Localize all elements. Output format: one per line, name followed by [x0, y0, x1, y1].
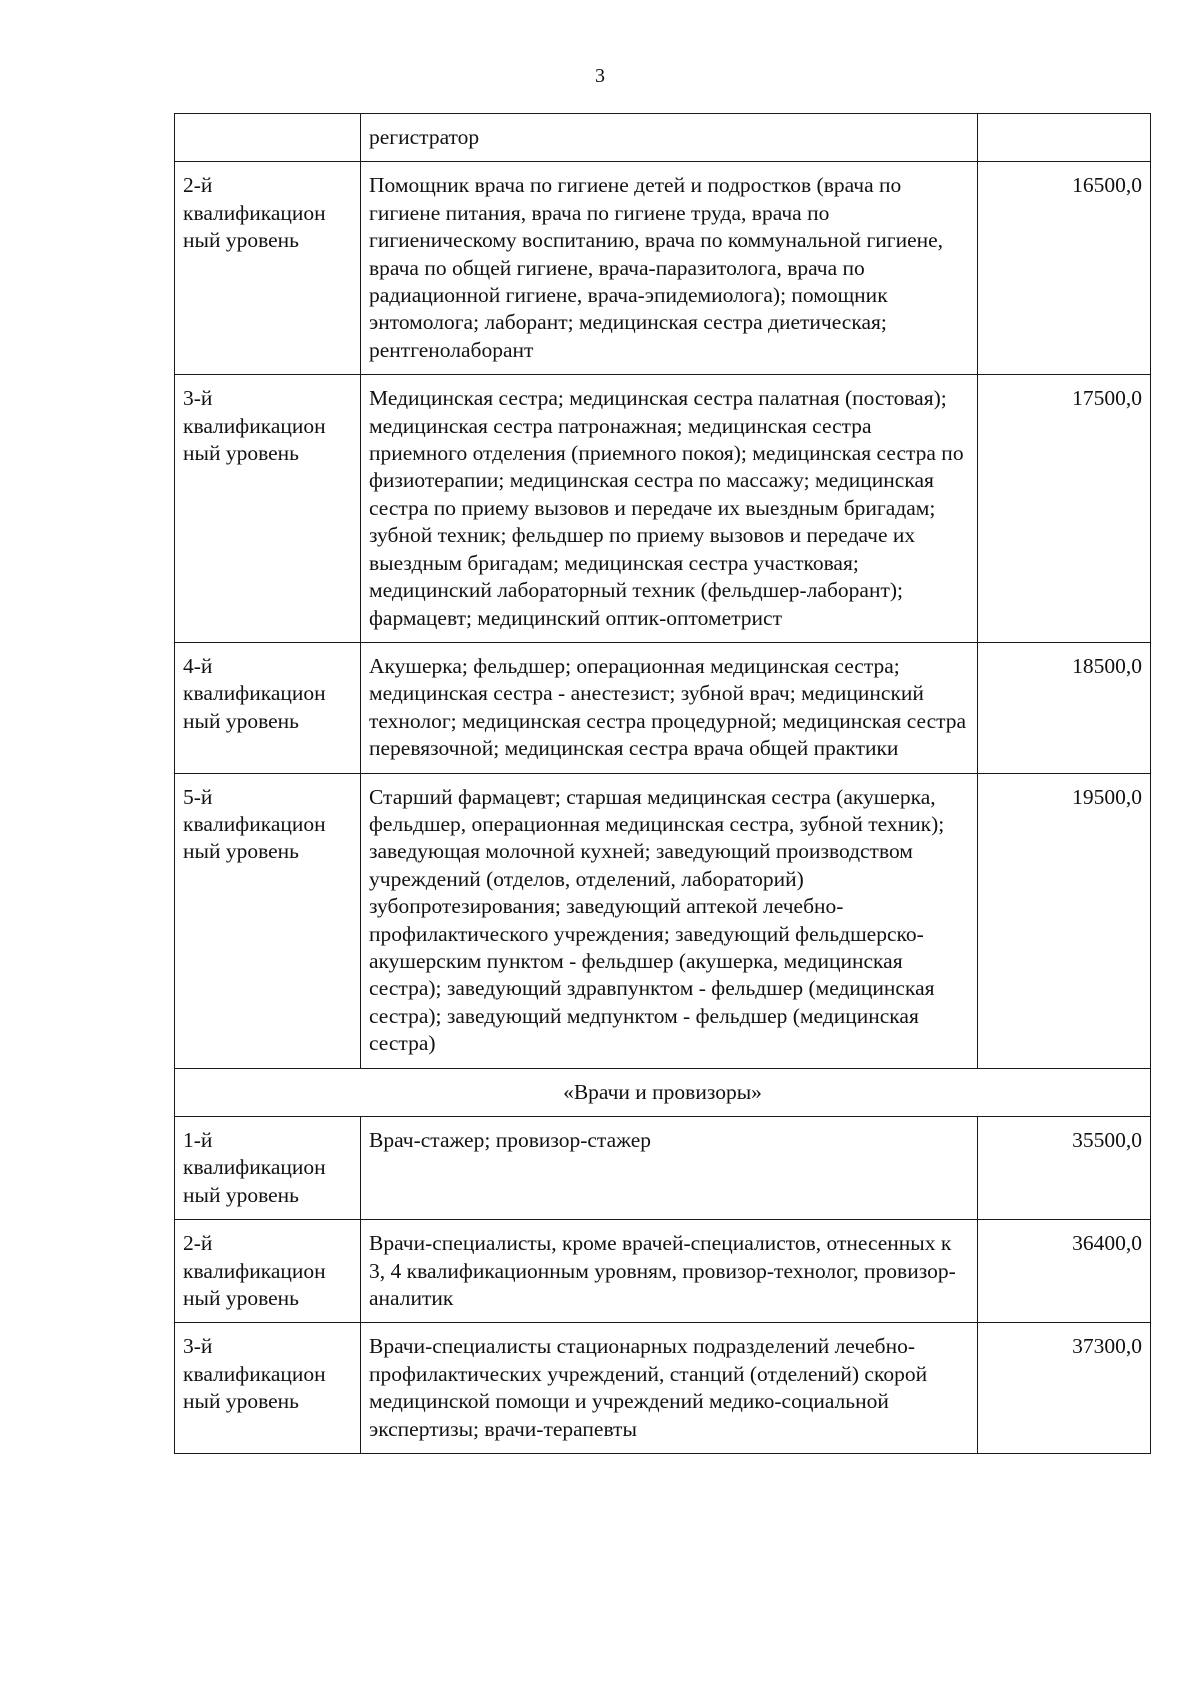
level-line: квалификацион: [183, 413, 326, 438]
group-header: «Врачи и провизоры»: [175, 1068, 1151, 1116]
table-row-continuation: [175, 114, 1151, 162]
table-row: [175, 1220, 1151, 1323]
amount-cell: 17500,0: [978, 375, 1151, 643]
description-cell: Акушерка; фельдшер; операционная медицинская сестра; медицинская сестра - анестезист; зубной врач; медицинский технолог; медицинская сестра процедурной; медицинская сестра перевязочной; медицинская сестра врача общей практики: [361, 642, 978, 773]
table-row: [175, 162, 1151, 375]
level-line: ный уровень: [183, 1182, 299, 1207]
amount-cell: [978, 114, 1151, 162]
level-line: квалификацион: [183, 1258, 326, 1283]
level-line: ный уровень: [183, 228, 299, 253]
level-line: ный уровень: [183, 1286, 299, 1311]
level-line: 5-й: [183, 784, 213, 809]
level-cell: [175, 773, 361, 1068]
level-cell: [175, 114, 361, 162]
level-line: квалификацион: [183, 681, 326, 706]
level-line: ный уровень: [183, 1389, 299, 1414]
description-cell: Врач-стажер; провизор-стажер: [361, 1117, 978, 1220]
description-cell: Врачи-специалисты, кроме врачей-специалистов, отнесенных к 3, 4 квалификационным уровням, провизор-технолог, провизор-аналитик: [361, 1220, 978, 1323]
level-line: ный уровень: [183, 839, 299, 864]
level-cell: [175, 1117, 361, 1220]
page-number: 3: [595, 65, 605, 87]
level-line: квалификацион: [183, 1155, 326, 1180]
level-line: квалификацион: [183, 811, 326, 836]
description-cell: Помощник врача по гигиене детей и подростков (врача по гигиене питания, врача по гигиене труда, врача по гигиеническому воспитанию, врача по коммунальной гигиене, врача по общей гигиене, врача-паразитолога, врача по радиационной гигиене, врача-эпидемиолога); помощник энтомолога; лаборант; медицинская сестра диетическая; рентгенолаборант: [361, 162, 978, 375]
group-header-row: [175, 1068, 1151, 1116]
table-row: [175, 375, 1151, 643]
level-cell: [175, 642, 361, 773]
level-line: квалификацион: [183, 1361, 326, 1386]
level-line: ный уровень: [183, 441, 299, 466]
description-cell: регистратор: [361, 114, 978, 162]
description-cell: Врачи-специалисты стационарных подразделений лечебно-профилактических учреждений, станций (отделений) скорой медицинской помощи и учреждений медико-социальной экспертизы; врачи-терапевты: [361, 1323, 978, 1454]
amount-cell: 36400,0: [978, 1220, 1151, 1323]
level-line: 3-й: [183, 1334, 213, 1359]
level-line: квалификацион: [183, 200, 326, 225]
level-cell: [175, 375, 361, 643]
level-line: 4-й: [183, 653, 213, 678]
level-cell: [175, 1323, 361, 1454]
table-row: [175, 642, 1151, 773]
amount-cell: 37300,0: [978, 1323, 1151, 1454]
level-line: 3-й: [183, 386, 213, 411]
level-cell: [175, 162, 361, 375]
amount-cell: 35500,0: [978, 1117, 1151, 1220]
level-line: 1-й: [183, 1128, 213, 1152]
level-line: ный уровень: [183, 708, 299, 733]
description-cell: Медицинская сестра; медицинская сестра палатная (постовая); медицинская сестра патронажная; медицинская сестра приемного отделения (приемного покоя); медицинская сестра по физиотерапии; медицинская сестра по массажу; медицинская сестра по приему вызовов и передаче их выездным бригадам; зубной техник; фельдшер по приему вызовов и передаче их выездным бригадам; медицинская сестра участковая; медицинский лабораторный техник (фельдшер-лаборант); фармацевт; медицинский оптик-оптометрист: [361, 375, 978, 643]
level-line: 2-й: [183, 1231, 213, 1256]
table-row: [175, 1117, 1151, 1220]
salary-table: [174, 113, 1151, 1454]
description-cell: Старший фармацевт; старшая медицинская сестра (акушерка, фельдшер, операционная медицинская сестра, зубной техник); заведующая молочной кухней; заведующий производством учреждений (отделов, отделений, лабораторий) зубопротезирования; заведующий аптекой лечебно-профилактического учреждения; заведующий фельдшерско-акушерским пунктом - фельдшер (акушерка, медицинская сестра); заведующий здравпунктом - фельдшер (медицинская сестра); заведующий медпунктом - фельдшер (медицинская сестра): [361, 773, 978, 1068]
table-row: [175, 773, 1151, 1068]
salary-table-body: [175, 114, 1151, 1454]
amount-cell: 18500,0: [978, 642, 1151, 773]
amount-cell: 19500,0: [978, 773, 1151, 1068]
level-line: 2-й: [183, 173, 213, 198]
amount-cell: 16500,0: [978, 162, 1151, 375]
level-cell: [175, 1220, 361, 1323]
table-row: [175, 1323, 1151, 1454]
